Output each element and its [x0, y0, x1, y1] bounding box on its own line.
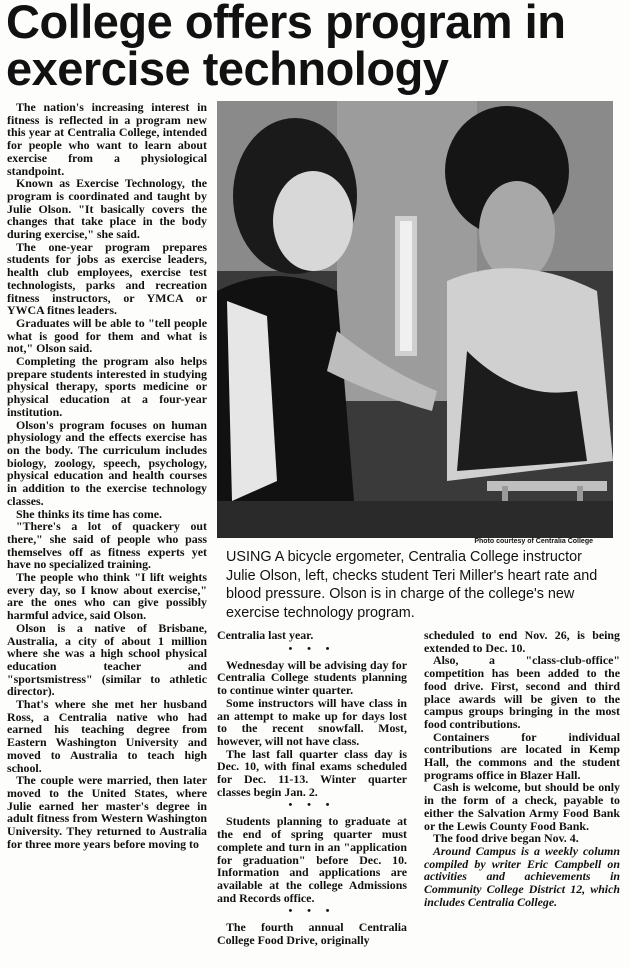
paragraph: The last fall quarter class day is Dec. 10, with final exams scheduled for Dec. 11-13. Winter quarter classes begin Jan. 2.: [217, 746, 407, 799]
section-separator: • • •: [288, 642, 336, 655]
paragraph: That's where she met her husband Ross, a Centralia native who had earned his teaching degree from Eastern Washington University and moved to Australia to teach high school.: [7, 697, 207, 775]
paragraph: Students planning to graduate at the end of spring quarter must complete and turn in an "application for graduation" before Dec. 10. Information and applications are available at the college Admissions and Records office.: [217, 814, 407, 905]
photo-illustration: [217, 101, 613, 538]
article-column-3: [424, 629, 620, 908]
photo-caption: USING A bicycle ergometer, Centralia College instructor Julie Olson, left, checks student Teri Miller's heart rate and blood pressure. Olson is in charge of the college's new exercise technology program.: [226, 549, 598, 621]
paragraph: Some instructors will have class in an attempt to make up for days lost to the recent snowfall. Most, however, will not have class.: [217, 695, 407, 748]
paragraph: The fourth annual Centralia College Food Drive, originally: [217, 920, 407, 948]
paragraph: The couple were married, then later moved to the United States, where Julie earned her master's degree in adult fitness from Western Washington University. They returned to Australia for three more years before moving to: [7, 773, 207, 851]
paragraph: The one-year program prepares students for jobs as exercise leaders, health club employees, exercise test technologists, parks and recreation fitness instructors, or YMCA or YWCA fitnes leaders.: [7, 239, 207, 318]
photo-credit: Photo courtesy of Centralia College: [474, 538, 593, 545]
paragraph: Known as Exercise Technology, the program is coordinated and taught by Julie Olson. "It basically covers the changes that take place in the body during exercise," she said.: [7, 176, 207, 242]
paragraph: scheduled to end Nov. 26, is being extended to Dec. 10.: [424, 628, 620, 655]
paragraph: Also, a "class-club-office" competition has been added to the food drive. First, second and third place awards will be given to the campus groups bringing in the most food contributions.: [424, 653, 620, 731]
article-column-2: [217, 629, 407, 947]
paragraph: Olson's program focuses on human physiology and the effects exercise has on the body. The curriculum includes biology, zoology, speech, psychology, physical education and health courses in addition to the exercise technology classes.: [7, 417, 207, 508]
column-footer: Around Campus is a weekly column compiled by writer Eric Campbell on activities and achievements in Community College District 12, which includes Centralia College.: [424, 843, 620, 909]
paragraph: The nation's increasing interest in fitness is reflected in a program new this year at Centralia College, intended for people who want to learn about exercise from a physiological standpoint.: [7, 100, 207, 178]
section-separator: • • •: [288, 905, 336, 918]
paragraph: Containers for individual contributions are located in Kemp Hall, the commons and the student programs office in Blazer Hall.: [424, 729, 620, 782]
paragraph: Wednesday will be advising day for Centralia College students planning to continue winter quarter.: [217, 657, 407, 698]
paragraph: Olson is a native of Brisbane, Australia, a city of about 1 million where she was a high school physical education teacher and "sportsmistress" (similar to athletic director).: [7, 620, 207, 699]
paragraph: Centralia last year.: [217, 628, 314, 642]
paragraph: She thinks its time has come.: [16, 506, 162, 521]
article-column-1: [7, 101, 207, 850]
paragraph: "There's a lot of quackery out there," she said of people who pass themselves off as fitness experts yet have no specialized training.: [7, 519, 207, 572]
headline: College offers program in exercise technology: [6, 0, 566, 95]
paragraph: Completing the program also helps prepare students interested in studying physical therapy, sports medicine or physical education at a four-year institution.: [7, 354, 207, 419]
paragraph: Cash is welcome, but should be only in the form of a check, payable to either the Salvation Army Food Bank or the Lewis County Food Bank.: [424, 780, 620, 833]
section-separator: • • •: [288, 799, 336, 812]
news-photo: [217, 101, 613, 538]
paragraph: The people who think "I lift weights every day, so I know about exercise," are the ones who can give possibly harmful advice, said Olson.: [7, 570, 207, 623]
paragraph: Graduates will be able to "tell people what is good for them and what is not," Olson said.: [7, 315, 207, 356]
paragraph: The food drive began Nov. 4.: [433, 831, 579, 846]
